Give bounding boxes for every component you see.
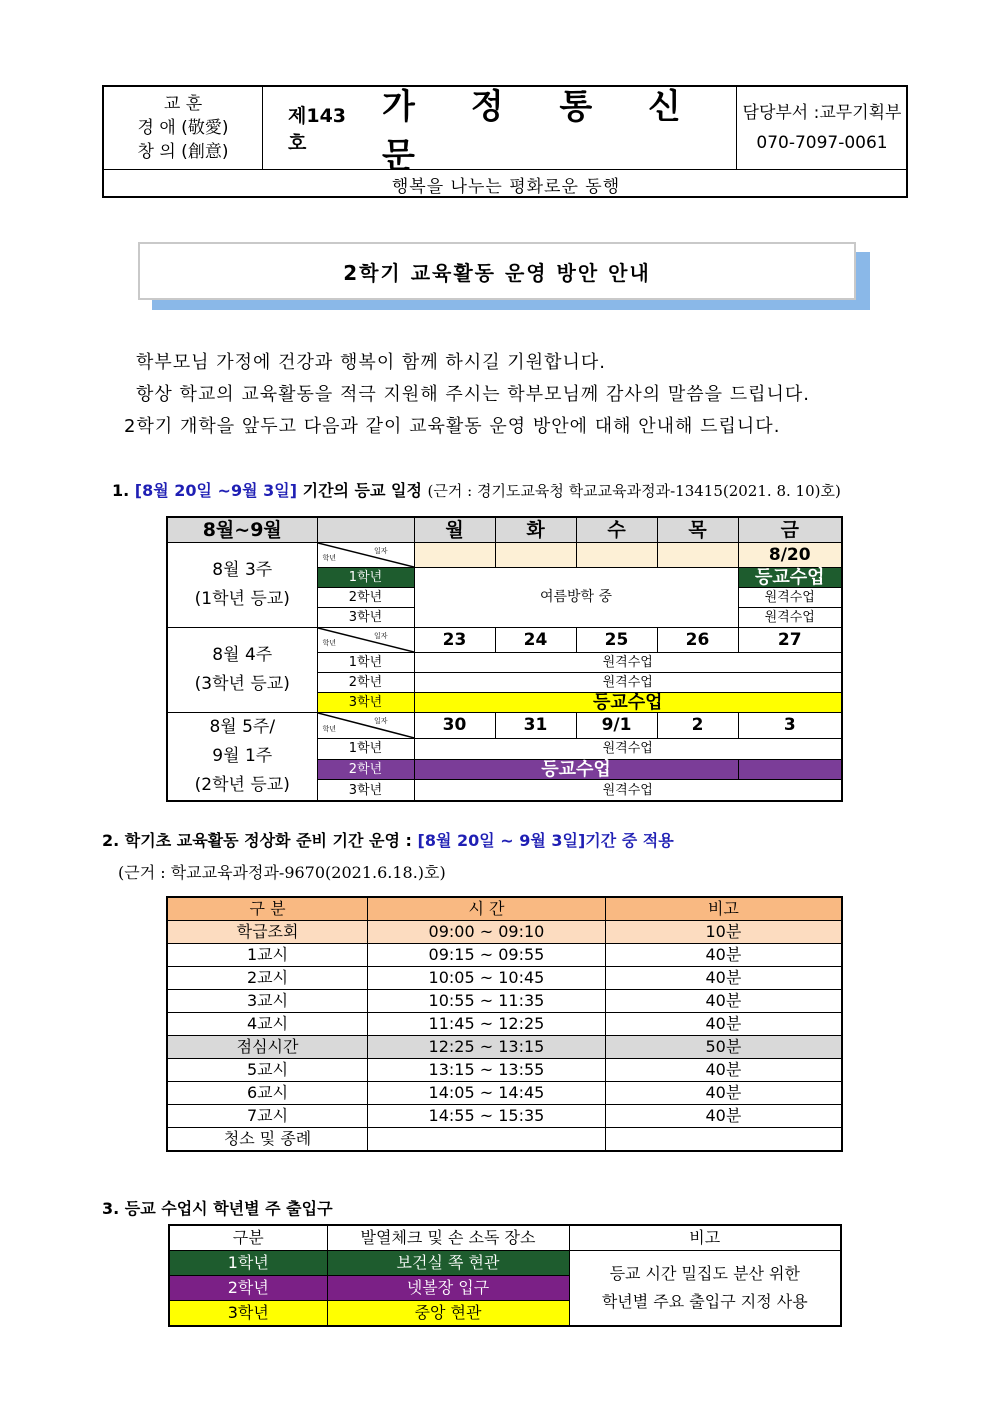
timetable-row bbox=[167, 967, 842, 990]
timetable-row bbox=[167, 1082, 842, 1105]
timetable-time: 14:05 ~ 14:45 bbox=[368, 1082, 606, 1105]
timetable-name: 1교시 bbox=[167, 944, 368, 967]
section1-period: [8월 20일 ~9월 3일] bbox=[134, 481, 298, 500]
remote-class-cell: 원격수업 bbox=[414, 780, 842, 801]
timetable-row bbox=[167, 990, 842, 1013]
diag-top-label: 일자 bbox=[373, 632, 388, 640]
timetable-note: 40분 bbox=[605, 1059, 842, 1082]
grade-2-cell: 2학년 bbox=[317, 588, 414, 608]
entrance-table bbox=[168, 1224, 842, 1327]
intro-line-3: 2학기 개학을 앞두고 다음과 같이 교육활동 운영 방안에 대해 안내해 드립니다. bbox=[124, 416, 781, 437]
timetable-time: 14:55 ~ 15:35 bbox=[368, 1105, 606, 1128]
in-person-class-cell: 등교수업 bbox=[738, 568, 842, 588]
week-label-line: 8월 3주 bbox=[212, 560, 273, 580]
date-cell: 24 bbox=[495, 628, 576, 653]
grade-1-cell: 1학년 bbox=[317, 653, 414, 673]
date-cell: 27 bbox=[738, 628, 842, 653]
timetable-time: 11:45 ~ 12:25 bbox=[368, 1013, 606, 1036]
timetable-time: 10:55 ~ 11:35 bbox=[368, 990, 606, 1013]
date-cell: 9/1 bbox=[576, 713, 657, 739]
timetable-time: 10:05 ~ 10:45 bbox=[368, 967, 606, 990]
date-cell: 3 bbox=[738, 713, 842, 739]
timetable-note: 40분 bbox=[605, 1013, 842, 1036]
grade-3-cell: 3학년 bbox=[317, 608, 414, 628]
remote-class-cell: 원격수업 bbox=[414, 673, 842, 693]
timetable-row bbox=[167, 1128, 842, 1152]
week-label-line: (1학년 등교) bbox=[194, 589, 290, 609]
section2-period: [8월 20일 ~ 9월 3일]기간 중 적용 bbox=[417, 831, 674, 850]
grade-2-cell: 2학년 bbox=[317, 673, 414, 693]
entrance-note bbox=[569, 1251, 841, 1327]
diag-bottom-label: 학년 bbox=[322, 554, 337, 562]
motto-line: 창 의 (創意) bbox=[137, 142, 229, 162]
section2-label: 학기초 교육활동 정상화 준비 기간 운영 : bbox=[124, 831, 412, 850]
timetable-header: 시 간 bbox=[368, 897, 606, 921]
week-label bbox=[167, 543, 317, 628]
issue-number: 제143호 bbox=[288, 105, 347, 154]
entrance-note-line: 학년별 주요 출입구 지정 사용 bbox=[601, 1292, 808, 1311]
timetable-note: 10분 bbox=[605, 921, 842, 944]
timetable-name: 점심시간 bbox=[167, 1036, 368, 1059]
timetable-name: 6교시 bbox=[167, 1082, 368, 1105]
intro-line-1: 학부모님 가정에 건강과 행복이 함께 하시길 기원합니다. bbox=[136, 352, 606, 373]
date-cell: 8/20 bbox=[738, 543, 842, 568]
week-label-line: 8월 5주/ bbox=[209, 717, 276, 737]
timetable-row bbox=[167, 921, 842, 944]
grade-1-cell: 1학년 bbox=[317, 568, 414, 588]
timetable-note: 40분 bbox=[605, 1105, 842, 1128]
entrance-grade-1: 1학년 bbox=[169, 1251, 327, 1276]
timetable-row bbox=[167, 1059, 842, 1082]
timetable-row bbox=[167, 944, 842, 967]
date-cell: 26 bbox=[657, 628, 738, 653]
week-label-line: (2학년 등교) bbox=[194, 775, 290, 795]
week-label-line: 9월 1주 bbox=[212, 746, 273, 766]
diagonal-header-cell bbox=[317, 543, 414, 568]
week-label bbox=[167, 628, 317, 713]
department-info bbox=[736, 87, 908, 169]
section3-heading: 3. 등교 수업시 학년별 주 출입구 bbox=[102, 1199, 333, 1218]
day-header: 화 bbox=[495, 517, 576, 543]
date-cell bbox=[495, 543, 576, 568]
school-motto bbox=[104, 87, 263, 169]
section1-label: 기간의 등교 일정 bbox=[302, 481, 422, 500]
in-person-class-cell-fri bbox=[738, 759, 842, 780]
daily-timetable bbox=[166, 896, 843, 1152]
section1-basis: (근거 : 경기도교육청 학교교육과정과-13415(2021. 8. 10)호) bbox=[427, 482, 841, 500]
intro-line-2: 항상 학교의 교육활동을 적극 지원해 주시는 학부모님께 감사의 말씀을 드립니다. bbox=[136, 384, 811, 405]
week-label bbox=[167, 713, 317, 802]
timetable-row bbox=[167, 1105, 842, 1128]
timetable-time: 12:25 ~ 13:15 bbox=[368, 1036, 606, 1059]
timetable-note: 50분 bbox=[605, 1036, 842, 1059]
document-title: 2학기 교육활동 운영 방안 안내 bbox=[138, 242, 856, 300]
diag-bottom-label: 학년 bbox=[322, 639, 337, 647]
date-cell: 23 bbox=[414, 628, 495, 653]
vacation-cell: 여름방학 중 bbox=[414, 568, 738, 628]
timetable-name: 학급조회 bbox=[167, 921, 368, 944]
diagonal-header-cell bbox=[317, 713, 414, 739]
day-header: 수 bbox=[576, 517, 657, 543]
entrance-place-2: 넷볼장 입구 bbox=[327, 1276, 569, 1301]
timetable-note: 40분 bbox=[605, 944, 842, 967]
timetable-name: 4교시 bbox=[167, 1013, 368, 1036]
grade-3-cell: 3학년 bbox=[317, 780, 414, 801]
grade-1-cell: 1학년 bbox=[317, 738, 414, 759]
timetable-time bbox=[368, 1128, 606, 1152]
entrance-place-1: 보건실 쪽 현관 bbox=[327, 1251, 569, 1276]
schedule-corner: 8월~9월 bbox=[167, 517, 317, 543]
date-cell: 31 bbox=[495, 713, 576, 739]
entrance-header: 구분 bbox=[169, 1225, 327, 1251]
week-label-line: (3학년 등교) bbox=[194, 674, 290, 694]
day-header: 목 bbox=[657, 517, 738, 543]
timetable-header: 구 분 bbox=[167, 897, 368, 921]
remote-class-cell: 원격수업 bbox=[738, 608, 842, 628]
timetable-note: 40분 bbox=[605, 990, 842, 1013]
diag-top-label: 일자 bbox=[373, 547, 388, 555]
phone-number: 070-7097-0061 bbox=[756, 133, 888, 153]
diag-top-label: 일자 bbox=[373, 717, 388, 725]
entrance-grade-3: 3학년 bbox=[169, 1301, 327, 1327]
schedule-header-blank bbox=[317, 517, 414, 543]
newsletter-title: 가 정 통 신 문 bbox=[382, 87, 703, 176]
timetable-name: 청소 및 종례 bbox=[167, 1128, 368, 1152]
in-person-class-cell: 등교수업 bbox=[414, 693, 842, 713]
day-header: 월 bbox=[414, 517, 495, 543]
section2-basis: (근거 : 학교교육과정과-9670(2021.6.18.)호) bbox=[118, 863, 446, 882]
timetable-name: 2교시 bbox=[167, 967, 368, 990]
timetable-time: 09:00 ~ 09:10 bbox=[368, 921, 606, 944]
date-cell: 2 bbox=[657, 713, 738, 739]
title-cell bbox=[262, 87, 737, 176]
motto-line: 경 애 (敬愛) bbox=[137, 118, 229, 138]
section1-heading bbox=[112, 478, 841, 501]
date-cell: 25 bbox=[576, 628, 657, 653]
diag-bottom-label: 학년 bbox=[322, 724, 337, 733]
entrance-place-3: 중앙 현관 bbox=[327, 1301, 569, 1327]
timetable-name: 3교시 bbox=[167, 990, 368, 1013]
diagonal-header-cell bbox=[317, 628, 414, 653]
date-cell: 30 bbox=[414, 713, 495, 739]
section2-num: 2. bbox=[102, 831, 120, 850]
timetable-name: 5교시 bbox=[167, 1059, 368, 1082]
day-header: 금 bbox=[738, 517, 842, 543]
entrance-header: 비고 bbox=[569, 1225, 841, 1251]
slogan: 행복을 나누는 평화로운 동행 bbox=[104, 169, 908, 199]
date-cell bbox=[657, 543, 738, 568]
motto-line: 교 훈 bbox=[163, 94, 203, 114]
section1-num: 1. bbox=[112, 481, 130, 500]
timetable-time: 13:15 ~ 13:55 bbox=[368, 1059, 606, 1082]
date-cell bbox=[414, 543, 495, 568]
remote-class-cell: 원격수업 bbox=[414, 653, 842, 673]
grade-2-cell: 2학년 bbox=[317, 759, 414, 780]
attendance-schedule-table bbox=[166, 516, 843, 802]
section2-heading bbox=[102, 828, 674, 851]
newsletter-header bbox=[102, 85, 908, 198]
timetable-header: 비고 bbox=[605, 897, 842, 921]
timetable-name: 7교시 bbox=[167, 1105, 368, 1128]
grade-3-cell: 3학년 bbox=[317, 693, 414, 713]
week-label-line: 8월 4주 bbox=[212, 645, 273, 665]
entrance-note-line: 등교 시간 밀집도 분산 위한 bbox=[609, 1264, 800, 1283]
date-cell bbox=[576, 543, 657, 568]
timetable-note: 40분 bbox=[605, 967, 842, 990]
in-person-class-cell: 등교수업 bbox=[414, 759, 738, 780]
timetable-time: 09:15 ~ 09:55 bbox=[368, 944, 606, 967]
timetable-note bbox=[605, 1128, 842, 1152]
timetable-row bbox=[167, 1036, 842, 1059]
entrance-header: 발열체크 및 손 소독 장소 bbox=[327, 1225, 569, 1251]
department-name: 담당부서 :교무기획부 bbox=[742, 103, 902, 123]
timetable-note: 40분 bbox=[605, 1082, 842, 1105]
entrance-grade-2: 2학년 bbox=[169, 1276, 327, 1301]
remote-class-cell: 원격수업 bbox=[738, 588, 842, 608]
remote-class-cell: 원격수업 bbox=[414, 738, 842, 759]
timetable-row bbox=[167, 1013, 842, 1036]
